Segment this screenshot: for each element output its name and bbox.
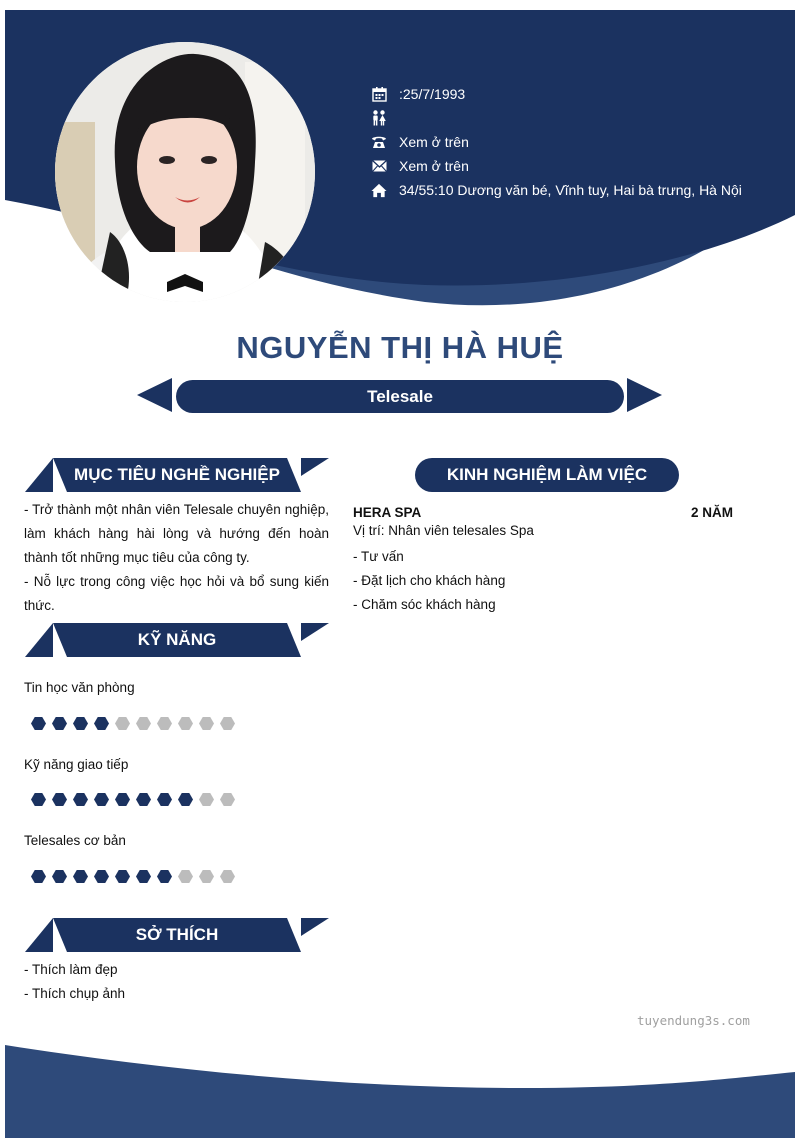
- home-icon: [371, 182, 387, 198]
- phone-text: Xem ở trên: [399, 134, 469, 150]
- rating-dot-filled: [52, 717, 67, 730]
- hobbies-title: SỞ THÍCH: [135, 925, 219, 944]
- rating-dot-filled: [31, 717, 46, 730]
- rating-dot-empty: [220, 793, 235, 806]
- rating-dot-empty: [199, 717, 214, 730]
- profile-photo: [55, 42, 315, 302]
- skills-header: [25, 623, 329, 657]
- address-text: 34/55:10 Dương văn bé, Vĩnh tuy, Hai bà trưng, Hà Nội: [399, 182, 742, 198]
- rating-dot-filled: [52, 793, 67, 806]
- rating-dot-filled: [73, 717, 88, 730]
- rating-dot-empty: [157, 717, 172, 730]
- gender-icon: [371, 110, 387, 126]
- objective-header: [25, 458, 329, 492]
- footer-wave: [5, 1045, 795, 1138]
- hobby-item: - Thích làm đẹp: [24, 962, 118, 977]
- candidate-name: NGUYỄN THỊ HÀ HUỆ: [236, 330, 564, 365]
- contact-phone: [371, 130, 742, 154]
- duty-item: - Tư vấn: [353, 549, 404, 564]
- phone-icon: [371, 134, 387, 150]
- rating-dot-filled: [73, 870, 88, 883]
- skill-label: Telesales cơ bản: [24, 833, 126, 848]
- rating-dot-empty: [199, 793, 214, 806]
- rating-dot-filled: [157, 870, 172, 883]
- rating-dot-empty: [178, 717, 193, 730]
- contact-dob: [371, 82, 742, 106]
- rating-dot-filled: [136, 870, 151, 883]
- objective-line: - Nỗ lực trong công việc học hỏi và bổ sung kiến thức.: [24, 574, 329, 613]
- rating-dot-filled: [178, 793, 193, 806]
- objective-line: - Trở thành một nhân viên Telesale chuyên nghiệp, làm khách hàng hài lòng và hướng đến hoàn thành tốt những mục tiêu của công ty.: [24, 502, 329, 565]
- role-title: Telesale: [176, 380, 624, 413]
- contact-address: [371, 178, 742, 202]
- rating-dot-filled: [157, 793, 172, 806]
- rating-dot-filled: [31, 793, 46, 806]
- hobbies-list: [24, 958, 329, 1006]
- skill-label: Tin học văn phòng: [24, 680, 135, 695]
- cv-page: [5, 10, 795, 1138]
- rating-dot-empty: [178, 870, 193, 883]
- rating-dot-filled: [94, 870, 109, 883]
- rating-dot-empty: [115, 717, 130, 730]
- experience-entry: [353, 505, 733, 617]
- skills-title: KỸ NĂNG: [137, 630, 217, 649]
- contact-info: [371, 82, 742, 202]
- email-icon: [371, 158, 387, 174]
- experience-heading-row: [353, 505, 733, 523]
- contact-gender: [371, 106, 742, 130]
- role-arrow-left: [137, 378, 172, 412]
- dob-text: :25/7/1993: [399, 86, 466, 102]
- duty-item: - Chăm sóc khách hàng: [353, 597, 496, 612]
- calendar-icon: [371, 86, 387, 102]
- watermark: tuyendung3s.com: [637, 1013, 750, 1028]
- rating-dot-filled: [52, 870, 67, 883]
- portrait-illustration: [55, 42, 315, 302]
- objective-text: [24, 498, 329, 618]
- rating-dot-filled: [136, 793, 151, 806]
- experience-duration: 2 NĂM: [690, 505, 733, 520]
- position-text: Vị trí: Nhân viên telesales Spa: [353, 523, 534, 538]
- rating-dot-filled: [94, 717, 109, 730]
- experience-title: KINH NGHIỆM LÀM VIỆC: [415, 458, 679, 492]
- company-name: HERA SPA: [353, 505, 422, 520]
- rating-dot-filled: [115, 870, 130, 883]
- rating-dot-filled: [94, 793, 109, 806]
- rating-dot-empty: [199, 870, 214, 883]
- rating-dot-empty: [136, 717, 151, 730]
- skill-rating: [31, 870, 235, 883]
- duty-item: - Đặt lịch cho khách hàng: [353, 573, 506, 588]
- skill-rating: [31, 717, 235, 730]
- email-text: Xem ở trên: [399, 158, 469, 174]
- skill-rating: [31, 793, 235, 806]
- rating-dot-filled: [31, 870, 46, 883]
- hobby-item: - Thích chụp ảnh: [24, 986, 126, 1001]
- contact-email: [371, 154, 742, 178]
- rating-dot-empty: [220, 870, 235, 883]
- rating-dot-empty: [220, 717, 235, 730]
- hobbies-header: [25, 918, 329, 952]
- rating-dot-filled: [115, 793, 130, 806]
- skill-label: Kỹ năng giao tiếp: [24, 757, 129, 772]
- objective-title: MỤC TIÊU NGHỀ NGHIỆP: [74, 465, 280, 484]
- role-arrow-right: [627, 378, 662, 412]
- rating-dot-filled: [73, 793, 88, 806]
